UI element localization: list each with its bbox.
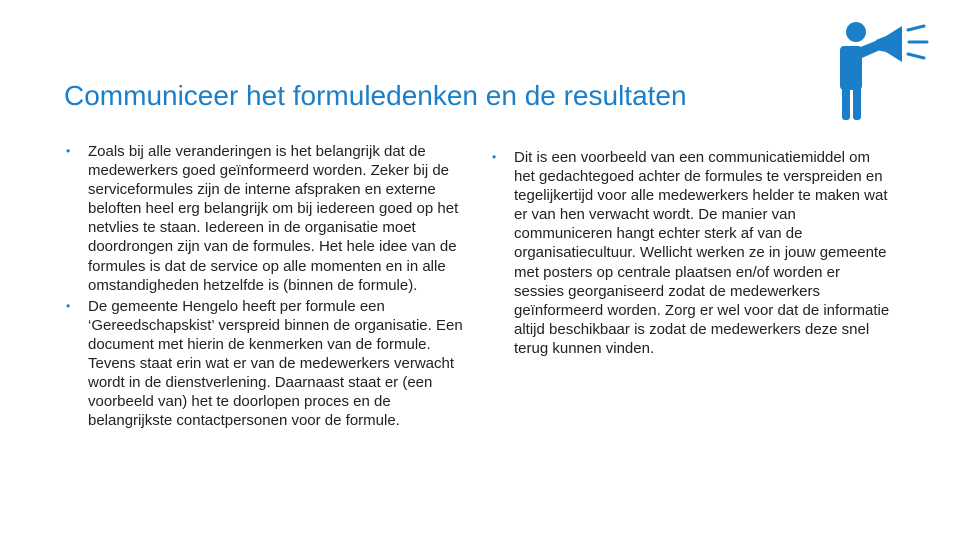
bullet-icon: • xyxy=(66,144,71,158)
slide-title: Communiceer het formuledenken en de resultaten xyxy=(64,80,687,111)
list-item xyxy=(66,297,478,431)
person-megaphone-icon xyxy=(830,18,930,122)
list-item-text: Dit is een voorbeeld van een communicatiemiddel om het gedachtegoed achter de formules te verspreiden en tegelijkertijd voor alle medewerkers helder te maken wat er van hen verwacht wordt. De manier van communiceren hangt echter sterk af van de organisatiecultuur. Wellicht werken ze in jouw gemeente met posters op centrale plaatsen en/of worden er sessies georganiseerd zodat de medewerkers geïnformeerd worden. Zorg er wel voor dat de informatie altijd beschikbaar is zodat de medewerkers deze snel terug kunnen vinden. xyxy=(514,149,890,357)
bullet-icon: • xyxy=(66,298,71,313)
list-item-text: Zoals bij alle veranderingen is het belangrijk dat de medewerkers goed geïnformeerd worden. Zeker bij de serviceformules zijn de interne afspraken en externe beloften heel erg belangrijk om bij iedereen goed op het netvlies te staan. Iedereen in de organisatie moet doordrongen zijn van de formules. Het hele idee van de formules is dat de service op alle momenten en in alle omstandigheden hetzelfde is (binnen de formule). xyxy=(88,143,459,294)
bullet-icon: • xyxy=(492,150,497,164)
list-item xyxy=(492,148,894,358)
right-bullet-list xyxy=(492,148,894,358)
list-item xyxy=(66,142,478,295)
list-item-text: De gemeente Hengelo heeft per formule een ‘Gereedschapskist’ verspreid binnen de organisatie. Een document met hierin de kenmerken van de formule. Tevens staat erin wat er van de medewerkers verwacht wordt in de dienstverlening. Daarnaast staat er (een voorbeeld van) het te doorlopen proces en de belangrijkste contactpersonen voor de formule. xyxy=(88,297,463,430)
left-bullet-list xyxy=(66,142,478,430)
